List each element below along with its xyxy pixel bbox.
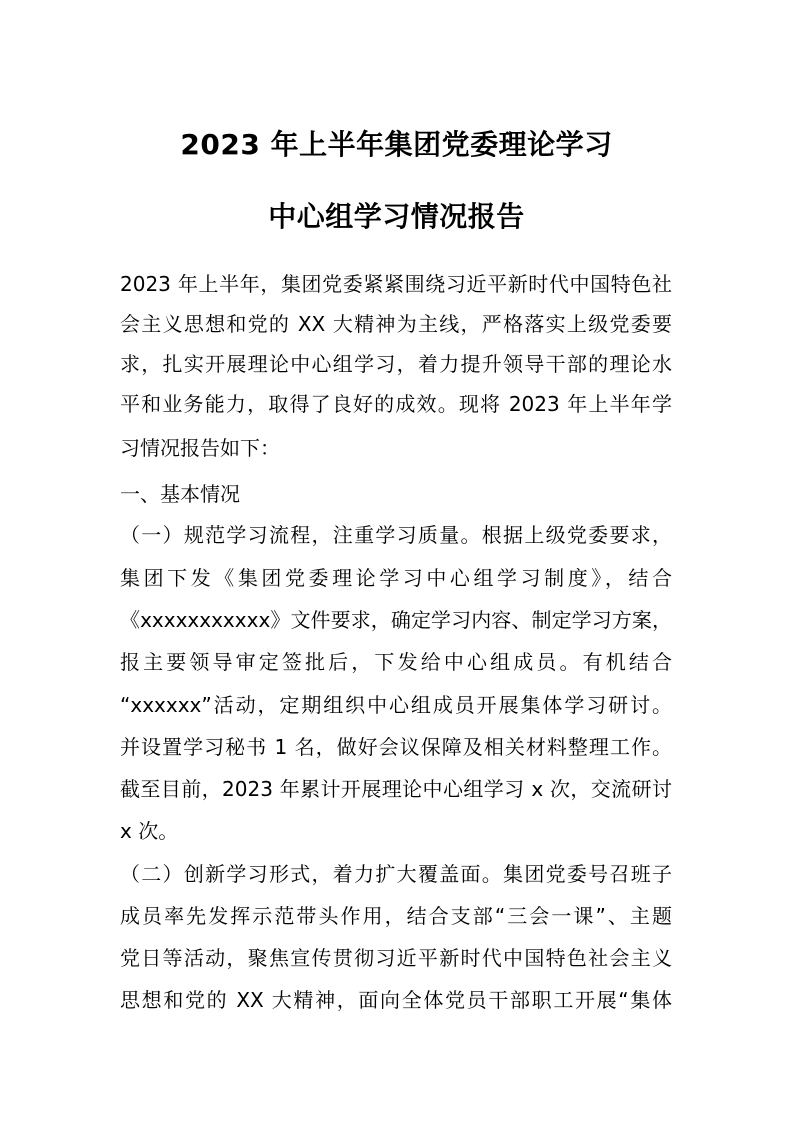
paragraph-line: 习情况报告如下： [120,436,280,460]
paragraph-line: 集团下发《集团党委理论学习中心组学习制度》，结合 [120,566,672,590]
paragraph-line: 成员率先发挥示范带头作用，结合支部“三会一课”、主题 [120,904,672,928]
paragraph-line: x 次。 [120,819,179,843]
paragraph-line: 思想和党的 XX 大精神，面向全体党员干部职工开展“集体 [120,988,672,1012]
paragraph-line: 《xxxxxxxxxxx》文件要求，确定学习内容、制定学习方案， [120,608,672,632]
section-heading: 一、基本情况 [120,482,240,506]
document-title-line-1: 2023 年上半年集团党委理论学习 [180,128,613,161]
paragraph-line: （一）规范学习流程，注重学习质量。根据上级党委要求， [120,523,672,547]
paragraph-line: 会主义思想和党的 XX 大精神为主线，严格落实上级党委要 [120,312,672,336]
paragraph-line: 2023 年上半年，集团党委紧紧围绕习近平新时代中国特色社 [120,272,672,296]
paragraph-line: 并设置学习秘书 1 名，做好会议保障及相关材料整理工作。 [120,735,672,759]
document-title-line-2: 中心组学习情况报告 [268,200,525,233]
paragraph-line: （二）创新学习形式，着力扩大覆盖面。集团党委号召班子 [120,862,672,886]
paragraph-line: 截至目前，2023 年累计开展理论中心组学习 x 次，交流研讨 [120,777,672,801]
paragraph-line: “xxxxxx”活动，定期组织中心组成员开展集体学习研讨。 [120,693,672,717]
paragraph-line: 平和业务能力，取得了良好的成效。现将 2023 年上半年学 [120,392,672,416]
paragraph-line: 求，扎实开展理论中心组学习，着力提升领导干部的理论水 [120,352,672,376]
paragraph-line: 报主要领导审定签批后，下发给中心组成员。有机结合 [120,650,672,674]
paragraph-line: 党日等活动，聚焦宣传贯彻习近平新时代中国特色社会主义 [120,946,672,970]
